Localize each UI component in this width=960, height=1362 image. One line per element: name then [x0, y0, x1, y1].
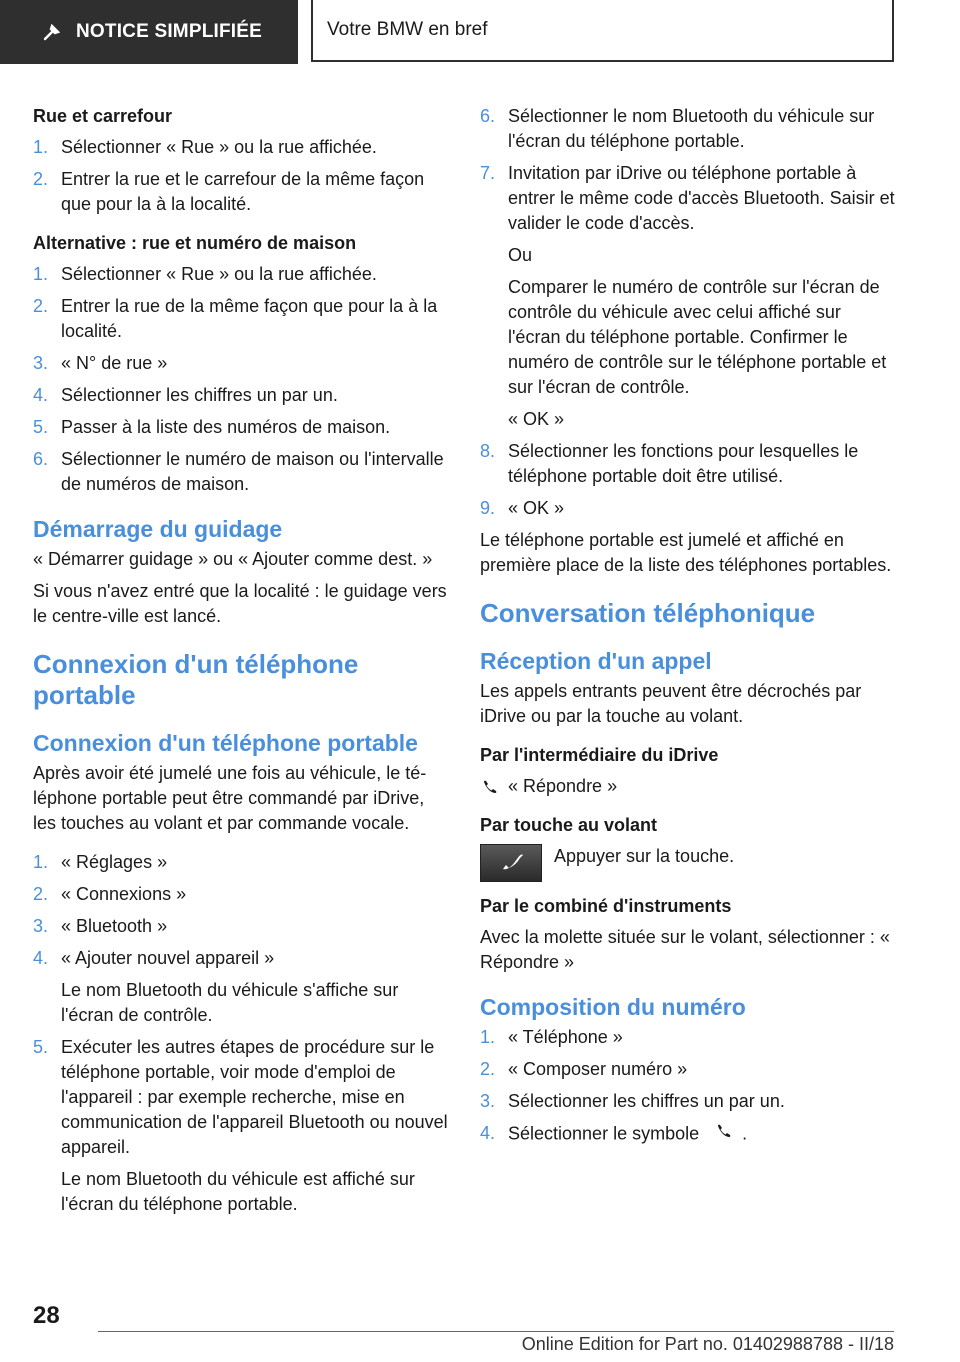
- list-item: [33, 262, 451, 287]
- list-item: [33, 447, 451, 497]
- paragraph: Avec la molette située sur le volant, sélectionner : « Répondre »: [480, 927, 890, 972]
- steps-list: [480, 439, 898, 521]
- step-text: « Réglages »: [61, 852, 168, 872]
- list-item: [33, 167, 451, 217]
- step-number: 1.: [480, 1027, 496, 1047]
- step-text: « Composer numéro »: [508, 1059, 688, 1079]
- step-text: Entrer la rue de la même façon que pour la à la localité.: [61, 296, 438, 341]
- steps-list: [480, 104, 898, 236]
- step-continuation: Comparer le numéro de contrôle sur l'écran de contrôle du véhicule avec celui affiché sur l'écran du téléphone portable. Confirmer le numéro de contrôle sur le téléphone portable et sur l'écran de contrôle.: [508, 277, 887, 397]
- step-text: Sélectionner le nom Bluetooth du véhicule sur l'écran du téléphone portable.: [508, 106, 875, 151]
- step-text: Exécuter les autres étapes de procédure sur le téléphone portable, voir mode d'emploi de l'appareil : par exemple recherche, mise en communication de l'appareil Bluetooth ou nouvel appareil.: [61, 1037, 448, 1157]
- chapter-heading: Conversation téléphonique: [480, 598, 816, 628]
- header-badge-label: NOTICE SIMPLIFIÉE: [76, 21, 263, 42]
- step-text: Entrer la rue et le carrefour de la même façon que pour la à la localité.: [61, 169, 425, 214]
- list-item: [480, 1121, 898, 1148]
- phone-handset-icon: [480, 777, 508, 797]
- step-number: 9.: [480, 498, 496, 518]
- footer-divider: [98, 1331, 894, 1332]
- subheading: Par le combiné d'instruments: [480, 896, 732, 916]
- paragraph: Si vous n'avez entré que la localité : le guidage vers le centre-ville est lancé.: [33, 581, 447, 626]
- idrive-answer-line: [480, 774, 898, 799]
- section-title: Rue et carrefour: [33, 106, 173, 126]
- step-text: « Téléphone »: [508, 1027, 623, 1047]
- step-text: Sélectionner les fonctions pour lesquelles le téléphone portable doit être utilisé.: [508, 441, 859, 486]
- step-continuation: « OK »: [508, 409, 565, 429]
- page-number: 28: [33, 1302, 60, 1329]
- list-item: [480, 1089, 898, 1114]
- step-number: 5.: [33, 417, 49, 437]
- header-tab-label: Votre BMW en bref: [327, 19, 488, 40]
- step-number: 7.: [480, 163, 496, 183]
- list-item: [33, 383, 451, 408]
- step-continuation: Ou: [508, 245, 533, 265]
- list-item: [480, 439, 898, 489]
- step-number: 1.: [33, 852, 49, 872]
- list-item: [33, 946, 451, 971]
- phone-handset-icon: [714, 1121, 734, 1148]
- step-number: 2.: [33, 884, 49, 904]
- step-number: 3.: [33, 916, 49, 936]
- paragraph: Après avoir été jumelé une fois au véhicule, le téléphone portable peut être commandé par iDrive, les touches au volant et par commande vocale.: [33, 763, 427, 833]
- step-text: « Bluetooth »: [61, 916, 168, 936]
- step-number: 4.: [33, 948, 49, 968]
- step-text: Passer à la liste des numéros de maison.: [61, 417, 391, 437]
- list-item: [480, 496, 898, 521]
- step-number: 6.: [480, 106, 496, 126]
- step-number: 2.: [33, 169, 49, 189]
- list-item: [33, 294, 451, 344]
- wheel-key-text: Appuyer sur la touche.: [554, 846, 735, 866]
- steps-list: [33, 262, 451, 497]
- header-badge: [0, 0, 298, 64]
- step-number: 2.: [33, 296, 49, 316]
- footer-edition: Online Edition for Part no. 01402988788 - II/18: [521, 1334, 894, 1354]
- list-item: [480, 161, 898, 236]
- list-item: [480, 1025, 898, 1050]
- section-heading: Réception d'un appel: [480, 648, 712, 674]
- list-item: [33, 351, 451, 376]
- paragraph: Les appels entrants peuvent être décrochés par iDrive ou par la touche au volant.: [480, 681, 862, 726]
- paragraph: « Démarrer guidage » ou « Ajouter comme dest. »: [33, 549, 433, 569]
- step-text: Sélectionner « Rue » ou la rue affichée.: [61, 264, 377, 284]
- section-heading: Composition du numéro: [480, 994, 746, 1020]
- step-text: Sélectionner le numéro de maison ou l'intervalle de numéros de maison.: [61, 449, 444, 494]
- step-number: 3.: [33, 353, 49, 373]
- step-number: 8.: [480, 441, 496, 461]
- steps-list: [33, 1035, 451, 1160]
- step-number: 4.: [480, 1123, 496, 1143]
- list-item: [480, 104, 898, 154]
- step-number: 1.: [33, 137, 49, 157]
- list-item: [33, 1035, 451, 1160]
- step-text: Sélectionner les chiffres un par un.: [508, 1091, 785, 1111]
- paragraph: Le téléphone portable est jumelé et affiché en première place de la liste des téléphones portables.: [480, 530, 892, 575]
- step-number: 6.: [33, 449, 49, 469]
- list-item: [33, 415, 451, 440]
- idrive-answer-text: « Répondre »: [508, 776, 618, 796]
- list-item: [33, 882, 451, 907]
- step-continuation: Le nom Bluetooth du véhicule est affiché sur l'écran du téléphone portable.: [61, 1169, 415, 1214]
- step-number: 5.: [33, 1037, 49, 1057]
- page-header: [0, 0, 960, 66]
- step-text: Invitation par iDrive ou téléphone portable à entrer le même code d'accès Bluetooth. Saisir et valider le code d'accès.: [508, 163, 895, 233]
- step-text: Sélectionner les chiffres un par un.: [61, 385, 338, 405]
- step-number: 1.: [33, 264, 49, 284]
- step-text-end: .: [742, 1123, 748, 1144]
- left-column: [33, 104, 451, 1224]
- list-item: [33, 850, 451, 875]
- section-heading: Démarrage du guidage: [33, 516, 283, 542]
- subheading: Par touche au volant: [480, 815, 658, 835]
- subheading: Par l'intermédiaire du iDrive: [480, 745, 719, 765]
- list-item: [33, 135, 451, 160]
- step-text: Sélectionner « Rue » ou la rue affichée.: [61, 137, 377, 157]
- steps-list: [33, 850, 451, 971]
- header-tab: [311, 0, 894, 62]
- chapter-heading: Connexion d'un téléphone portable: [33, 649, 359, 710]
- section-heading: Connexion d'un téléphone portable: [33, 730, 418, 756]
- right-column: [480, 104, 898, 1162]
- wheel-key-row: [480, 844, 898, 882]
- steps-list: [33, 135, 451, 217]
- step-text: « OK »: [508, 498, 565, 518]
- step-number: 2.: [480, 1059, 496, 1079]
- step-continuation: Le nom Bluetooth du véhicule s'affiche sur l'écran de contrôle.: [61, 980, 399, 1025]
- step-number: 4.: [33, 385, 49, 405]
- step-number: 3.: [480, 1091, 496, 1111]
- section-title: Alternative : rue et numéro de maison: [33, 233, 357, 253]
- step-text: Sélectionner le symbole: [508, 1123, 700, 1144]
- list-item: [33, 914, 451, 939]
- step-text: « Connexions »: [61, 884, 187, 904]
- step-text: « Ajouter nouvel appareil »: [61, 948, 275, 968]
- phone-key-icon: [480, 844, 542, 882]
- steps-list: [480, 1025, 898, 1148]
- wrench-icon: [42, 22, 62, 42]
- step-text: « N° de rue »: [61, 353, 168, 373]
- list-item: [480, 1057, 898, 1082]
